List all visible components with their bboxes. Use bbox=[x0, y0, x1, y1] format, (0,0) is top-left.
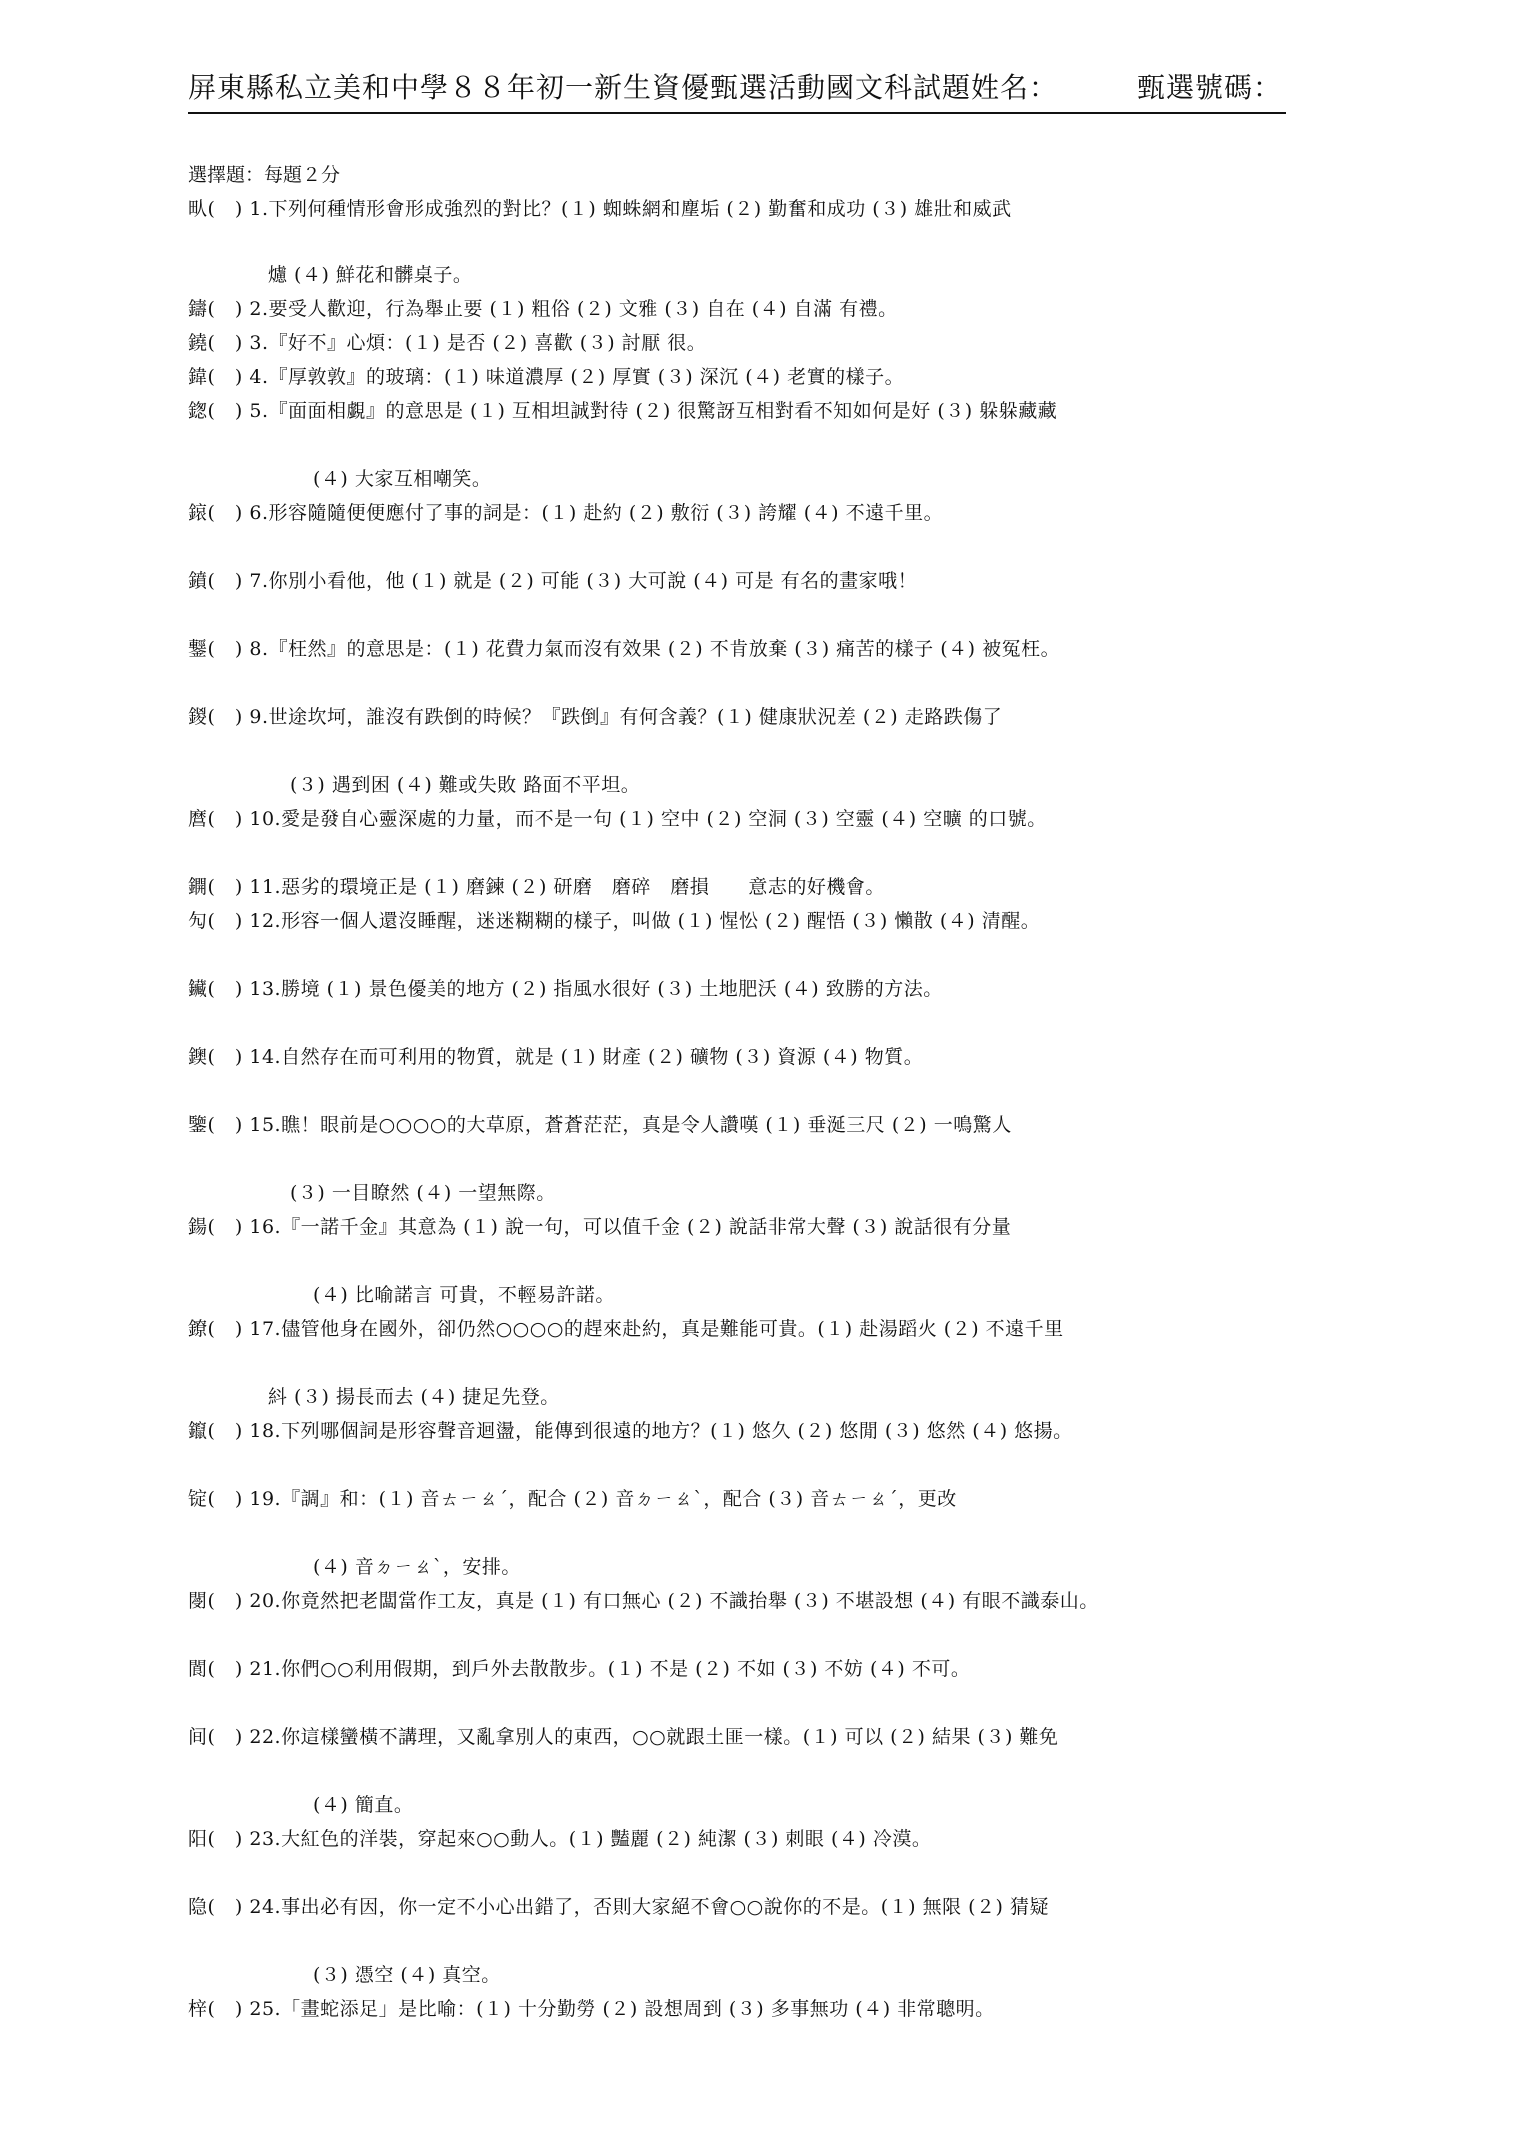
question-11: 鐦( ) 11.惡劣的環境正是 (１) 磨鍊 (２) 研磨 磨碎 磨損 意志的好機會。 bbox=[188, 876, 885, 898]
question-19: 锭( ) 19.『調』和：(１) 音ㄊㄧㄠˊ，配合 (２) 音ㄉㄧㄠˋ，配合 (３) 音ㄊㄧㄠˊ，更改 bbox=[188, 1488, 957, 1510]
question-4: 鍏( ) 4.『厚敦敦』的玻璃：(１) 味道濃厚 (２) 厚實 (３) 深沉 (４) 老實的樣子。 bbox=[188, 366, 905, 388]
question-7: 鐼( ) 7.你別小看他，他 (１) 就是 (２) 可能 (３) 大可說 (４) 可是 有名的畫家哦！ bbox=[188, 570, 918, 592]
question-5-continued: (４) 大家互相嘲笑。 bbox=[313, 468, 492, 490]
question-15-continued: (３) 一目瞭然 (４) 一望無際。 bbox=[290, 1182, 556, 1204]
question-16: 鍚( ) 16.『一諾千金』其意為 (１) 說一句，可以值千金 (２) 說話非常大聲 (３) 說話很有分量 bbox=[188, 1216, 1012, 1238]
question-25: 梓( ) 25.「畫蛇添足」是比喻：(１) 十分勤勞 (２) 設想周到 (３) 多事無功 (４) 非常聰明。 bbox=[188, 1998, 995, 2020]
question-17: 鐐( ) 17.儘管他身在國外，卻仍然○○○○的趕來赴約，真是難能可貴。(１) 赴湯蹈火 (２) 不遠千里 bbox=[188, 1318, 1064, 1340]
question-1-continued: 爈 (４) 鮮花和髒桌子。 bbox=[268, 264, 473, 286]
question-8: 鑋( ) 8.『枉然』的意思是：(１) 花費力氣而沒有效果 (２) 不肯放棄 (３) 痛苦的樣子 (４) 被冤枉。 bbox=[188, 638, 1061, 660]
question-5: 鍯( ) 5.『面面相覷』的意思是 (１) 互相坦誠對待 (２) 很驚訝互相對看不知如何是好 (３) 躲躲藏藏 bbox=[188, 400, 1058, 422]
question-18: 鑹( ) 18.下列哪個詞是形容聲音迴盪，能傳到很遠的地方？(１) 悠久 (２) 悠閒 (３) 悠然 (４) 悠揚。 bbox=[188, 1420, 1073, 1442]
question-21: 閬( ) 21.你們○○利用假期，到戶外去散散步。(１) 不是 (２) 不如 (３) 不妨 (４) 不可。 bbox=[188, 1658, 971, 1680]
question-9-continued: (３) 遇到困 (４) 難或失敗 路面不平坦。 bbox=[290, 774, 641, 796]
question-13: 鑶( ) 13.勝境 (１) 景色優美的地方 (２) 指風水很好 (３) 土地肥沃 (４) 致勝的方法。 bbox=[188, 978, 943, 1000]
section-title: 選擇題：每題２分 bbox=[188, 164, 341, 186]
question-12: 勼( ) 12.形容一個人還沒睡醒，迷迷糊糊的樣子，叫做 (１) 惺忪 (２) 醒悟 (３) 懶散 (４) 清醒。 bbox=[188, 910, 1041, 932]
question-14: 鐭( ) 14.自然存在而可利用的物質，就是 (１) 財產 (２) 礦物 (３) 資源 (４) 物質。 bbox=[188, 1046, 924, 1068]
question-24-continued: (３) 憑空 (４) 真空。 bbox=[313, 1964, 501, 1986]
candidate-number-label: 甄選號碼： bbox=[1136, 71, 1282, 104]
question-22-continued: (４) 簡直。 bbox=[313, 1794, 414, 1816]
question-15: 鑒( ) 15.瞧！眼前是○○○○的大草原，蒼蒼茫茫，真是令人讚嘆 (１) 垂涎三尺 (２) 一鳴驚人 bbox=[188, 1114, 1012, 1136]
question-24: 隐( ) 24.事出必有因，你一定不小心出錯了，否則大家絕不會○○說你的不是。(１) 無限 (２) 猜疑 bbox=[188, 1896, 1050, 1918]
question-6: 鎄( ) 6.形容隨隨便便應付了事的詞是：(１) 赴約 (２) 敷衍 (３) 誇耀 (４) 不遠千里。 bbox=[188, 502, 944, 524]
question-1: 㽗( ) 1.下列何種情形會形成強烈的對比？(１) 蜘蛛網和塵垢 (２) 勤奮和成功 (３) 雄壯和威武 bbox=[188, 198, 1012, 220]
question-16-continued: (４) 比喻諾言 可貴，不輕易許諾。 bbox=[313, 1284, 615, 1306]
question-20: 閿( ) 20.你竟然把老闆當作工友，真是 (１) 有口無心 (２) 不識抬舉 (３) 不堪設想 (４) 有眼不識泰山。 bbox=[188, 1590, 1099, 1612]
question-10: 麿( ) 10.愛是發自心靈深處的力量，而不是一句 (１) 空中 (２) 空洞 (３) 空靈 (４) 空曠 的口號。 bbox=[188, 808, 1047, 830]
question-19-continued: (４) 音ㄉㄧㄠˋ，安排。 bbox=[313, 1556, 521, 1578]
question-2: 鑄( ) 2.要受人歡迎，行為舉止要 (１) 粗俗 (２) 文雅 (３) 自在 (４) 自滿 有禮。 bbox=[188, 298, 898, 320]
question-3: 鐃( ) 3.『好不』心煩：(１) 是否 (２) 喜歡 (３) 討厭 很。 bbox=[188, 332, 707, 354]
exam-title: 屏東縣私立美和中學８８年初一新生資優甄選活動國文科試題姓名： bbox=[188, 71, 1059, 104]
question-9: 鍐( ) 9.世途坎坷，誰沒有跌倒的時候？『跌倒』有何含義？(１) 健康狀況差 (２) 走路跌傷了 bbox=[188, 706, 1003, 728]
question-17-continued: 紏 (３) 揚長而去 (４) 捷足先登。 bbox=[268, 1386, 560, 1408]
question-22: 间( ) 22.你這樣蠻橫不講理，又亂拿別人的東西，○○就跟土匪一樣。(１) 可以 (２) 結果 (３) 難免 bbox=[188, 1726, 1059, 1748]
exam-header bbox=[188, 66, 1286, 114]
question-23: 阳( ) 23.大紅色的洋裝，穿起來○○動人。(１) 豔麗 (２) 純潔 (３) 刺眼 (４) 冷漠。 bbox=[188, 1828, 932, 1850]
